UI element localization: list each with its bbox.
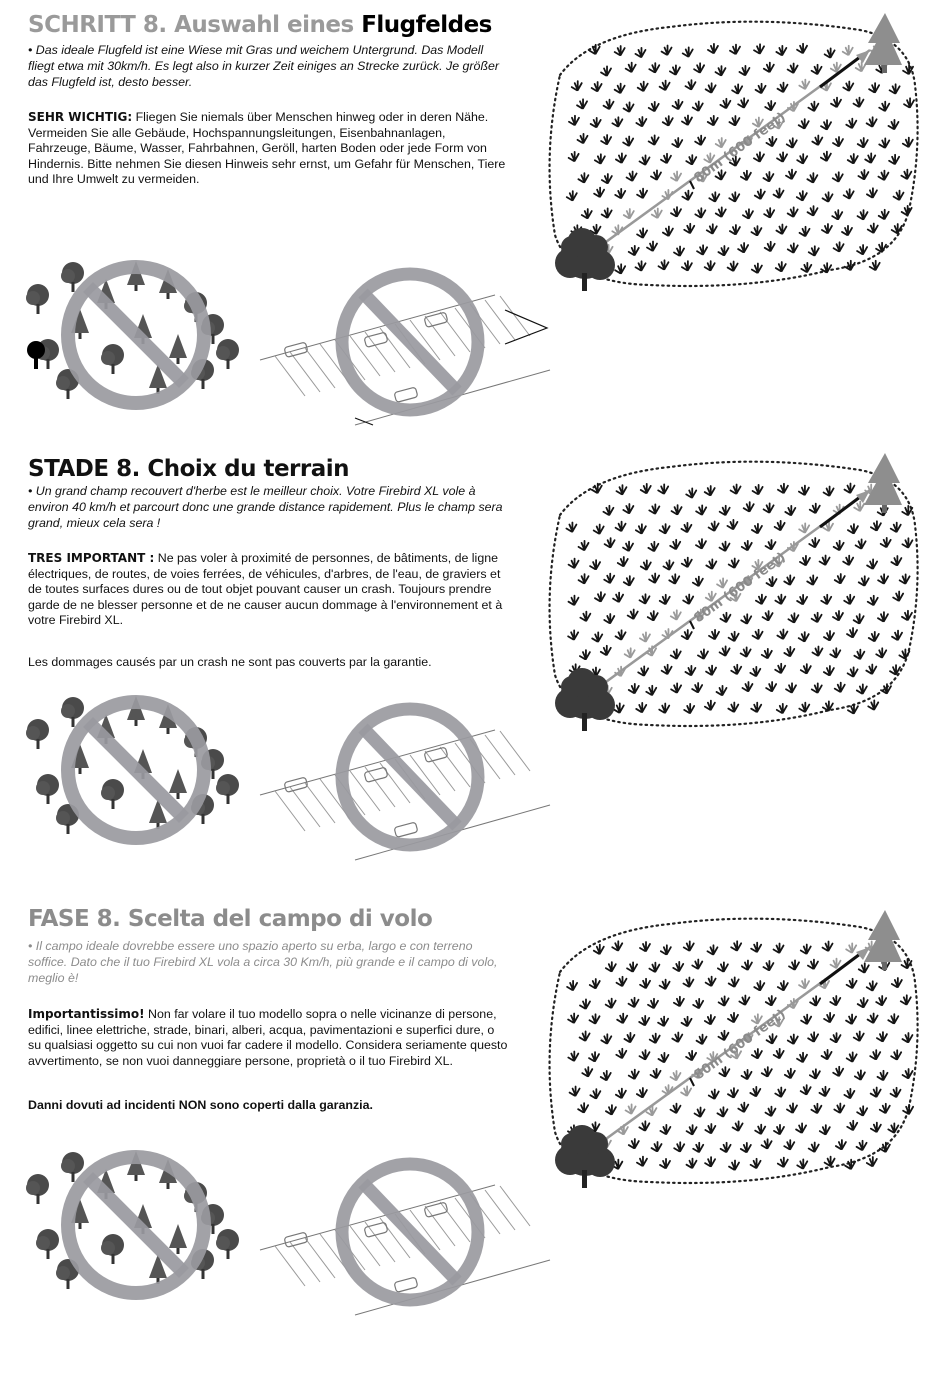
intro-text: • Un grand champ recouvert d'herbe est le meilleur choix. Votre Firebird XL vole à environ 40 km/h et parcourt donc une grande distance rapidement. Plus le champ sera grand, mieux cela sera ! <box>28 484 503 530</box>
no-parking-lot-icon <box>255 1150 555 1320</box>
warning-body: Fliegen Sie niemals über Menschen hinweg oder in deren Nähe. Vermeiden Sie alle Gebäude, Hochspannungsleitungen, Eisenbahnanlagen, Fahrzeuge, Bäume, Wasser, Fahrbahnen, Geröll, harten Boden oder jede Form von Hindernis. Bitte nehmen Sie diesen Hinweis sehr ernst, um Gefahr für Menschen, Tiere und Ihre Umwelt zu vermeiden. <box>28 110 506 186</box>
grass-field-illustration <box>530 5 930 305</box>
warning-lead: TRES IMPORTANT : <box>28 551 155 565</box>
grass-field-illustration <box>530 445 930 745</box>
warning-body: Non far volare il tuo modello sopra o nelle vicinanze di persone, edifici, linee elettriche, strade, binari, alberi, acqua, pavimentazioni e superfici dure, o su qualsiasi oggetto su cui non vuoi far cadere il modello. Considera seriamente questo avvertimento, se non vuoi danneggiare persone, proprietà o il tuo Firebird XL. <box>28 1007 508 1068</box>
pine-tree-icon <box>864 13 902 73</box>
distance-label: 80m (600 feet) <box>691 109 789 187</box>
prohibition-slash <box>363 728 457 826</box>
no-parking-lot-icon <box>255 695 555 865</box>
grass-tufts <box>567 941 913 1169</box>
section-italian <box>0 880 950 1390</box>
distance-label: 80m (600 feet) <box>691 1006 789 1084</box>
grass-field-illustration <box>530 902 930 1202</box>
warning-text <box>28 1007 508 1069</box>
section-title: STADE 8. Choix du terrain <box>28 456 350 482</box>
bush-icon <box>555 228 615 291</box>
warning-text <box>28 110 508 188</box>
pine-tree-icon <box>864 910 902 970</box>
bush-icon <box>555 668 615 731</box>
section-french <box>0 440 950 880</box>
section-title: FASE 8. Scelta del campo di volo <box>28 906 433 932</box>
title-part-b: Flugfeldes <box>361 12 492 38</box>
no-trees-icon <box>18 1145 248 1305</box>
prohibition-slash <box>363 1183 457 1281</box>
pine-tree-icon <box>864 453 902 513</box>
grass-tufts <box>567 44 914 273</box>
intro-text: • Das ideale Flugfeld ist eine Wiese mit Gras und weichem Untergrund. Das Modell fliegt etwa mit 30km/h. Es legt also in kurzer Zeit einiges an Strecke zurück. Je größer das Flugfeld ist, desto besser. <box>28 43 500 89</box>
intro-text: • Il campo ideale dovrebbe essere uno spazio aperto su erba, largo e con terreno soffice. Dato che il tuo Firebird XL vola a circa 30 Km/h, più grande e il campo di volo, meglio è! <box>28 939 498 985</box>
section-german <box>0 0 950 440</box>
title-part-a: SCHRITT 8. Auswahl eines <box>28 12 362 38</box>
prohibition-slash <box>88 1177 184 1273</box>
warning-lead: Importantissimo! <box>28 1007 145 1021</box>
warning-text <box>28 551 508 629</box>
prohibition-slash <box>88 722 184 818</box>
warning-lead: SEHR WICHTIG: <box>28 110 133 124</box>
warranty-note: Danni dovuti ad incidenti NON sono coperti dalla garanzia. <box>28 1098 373 1112</box>
bush-icon <box>555 1125 615 1188</box>
no-trees-icon <box>18 255 248 415</box>
distance-label: 80m (600 feet) <box>691 549 789 627</box>
grass-tufts <box>566 484 912 714</box>
no-trees-icon <box>18 690 248 850</box>
warning-body: Ne pas voler à proximité de personnes, de bâtiments, de ligne électriques, de routes, de voies ferrées, de véhicules, d'arbres, de l'eau, de graviers et de toutes surfaces dures ou de tout objet pouvant causer un crash. Toujours prendre garde de ne blesser personne et de ne causer aucun dommage à l'environnement et à votre Firebird XL. <box>28 551 503 627</box>
prohibition-slash <box>88 287 184 383</box>
section-title <box>28 12 492 38</box>
prohibition-slash <box>363 293 457 391</box>
no-parking-lot-icon <box>255 260 555 430</box>
warranty-note: Les dommages causés par un crash ne sont pas couverts par la garantie. <box>28 655 432 669</box>
